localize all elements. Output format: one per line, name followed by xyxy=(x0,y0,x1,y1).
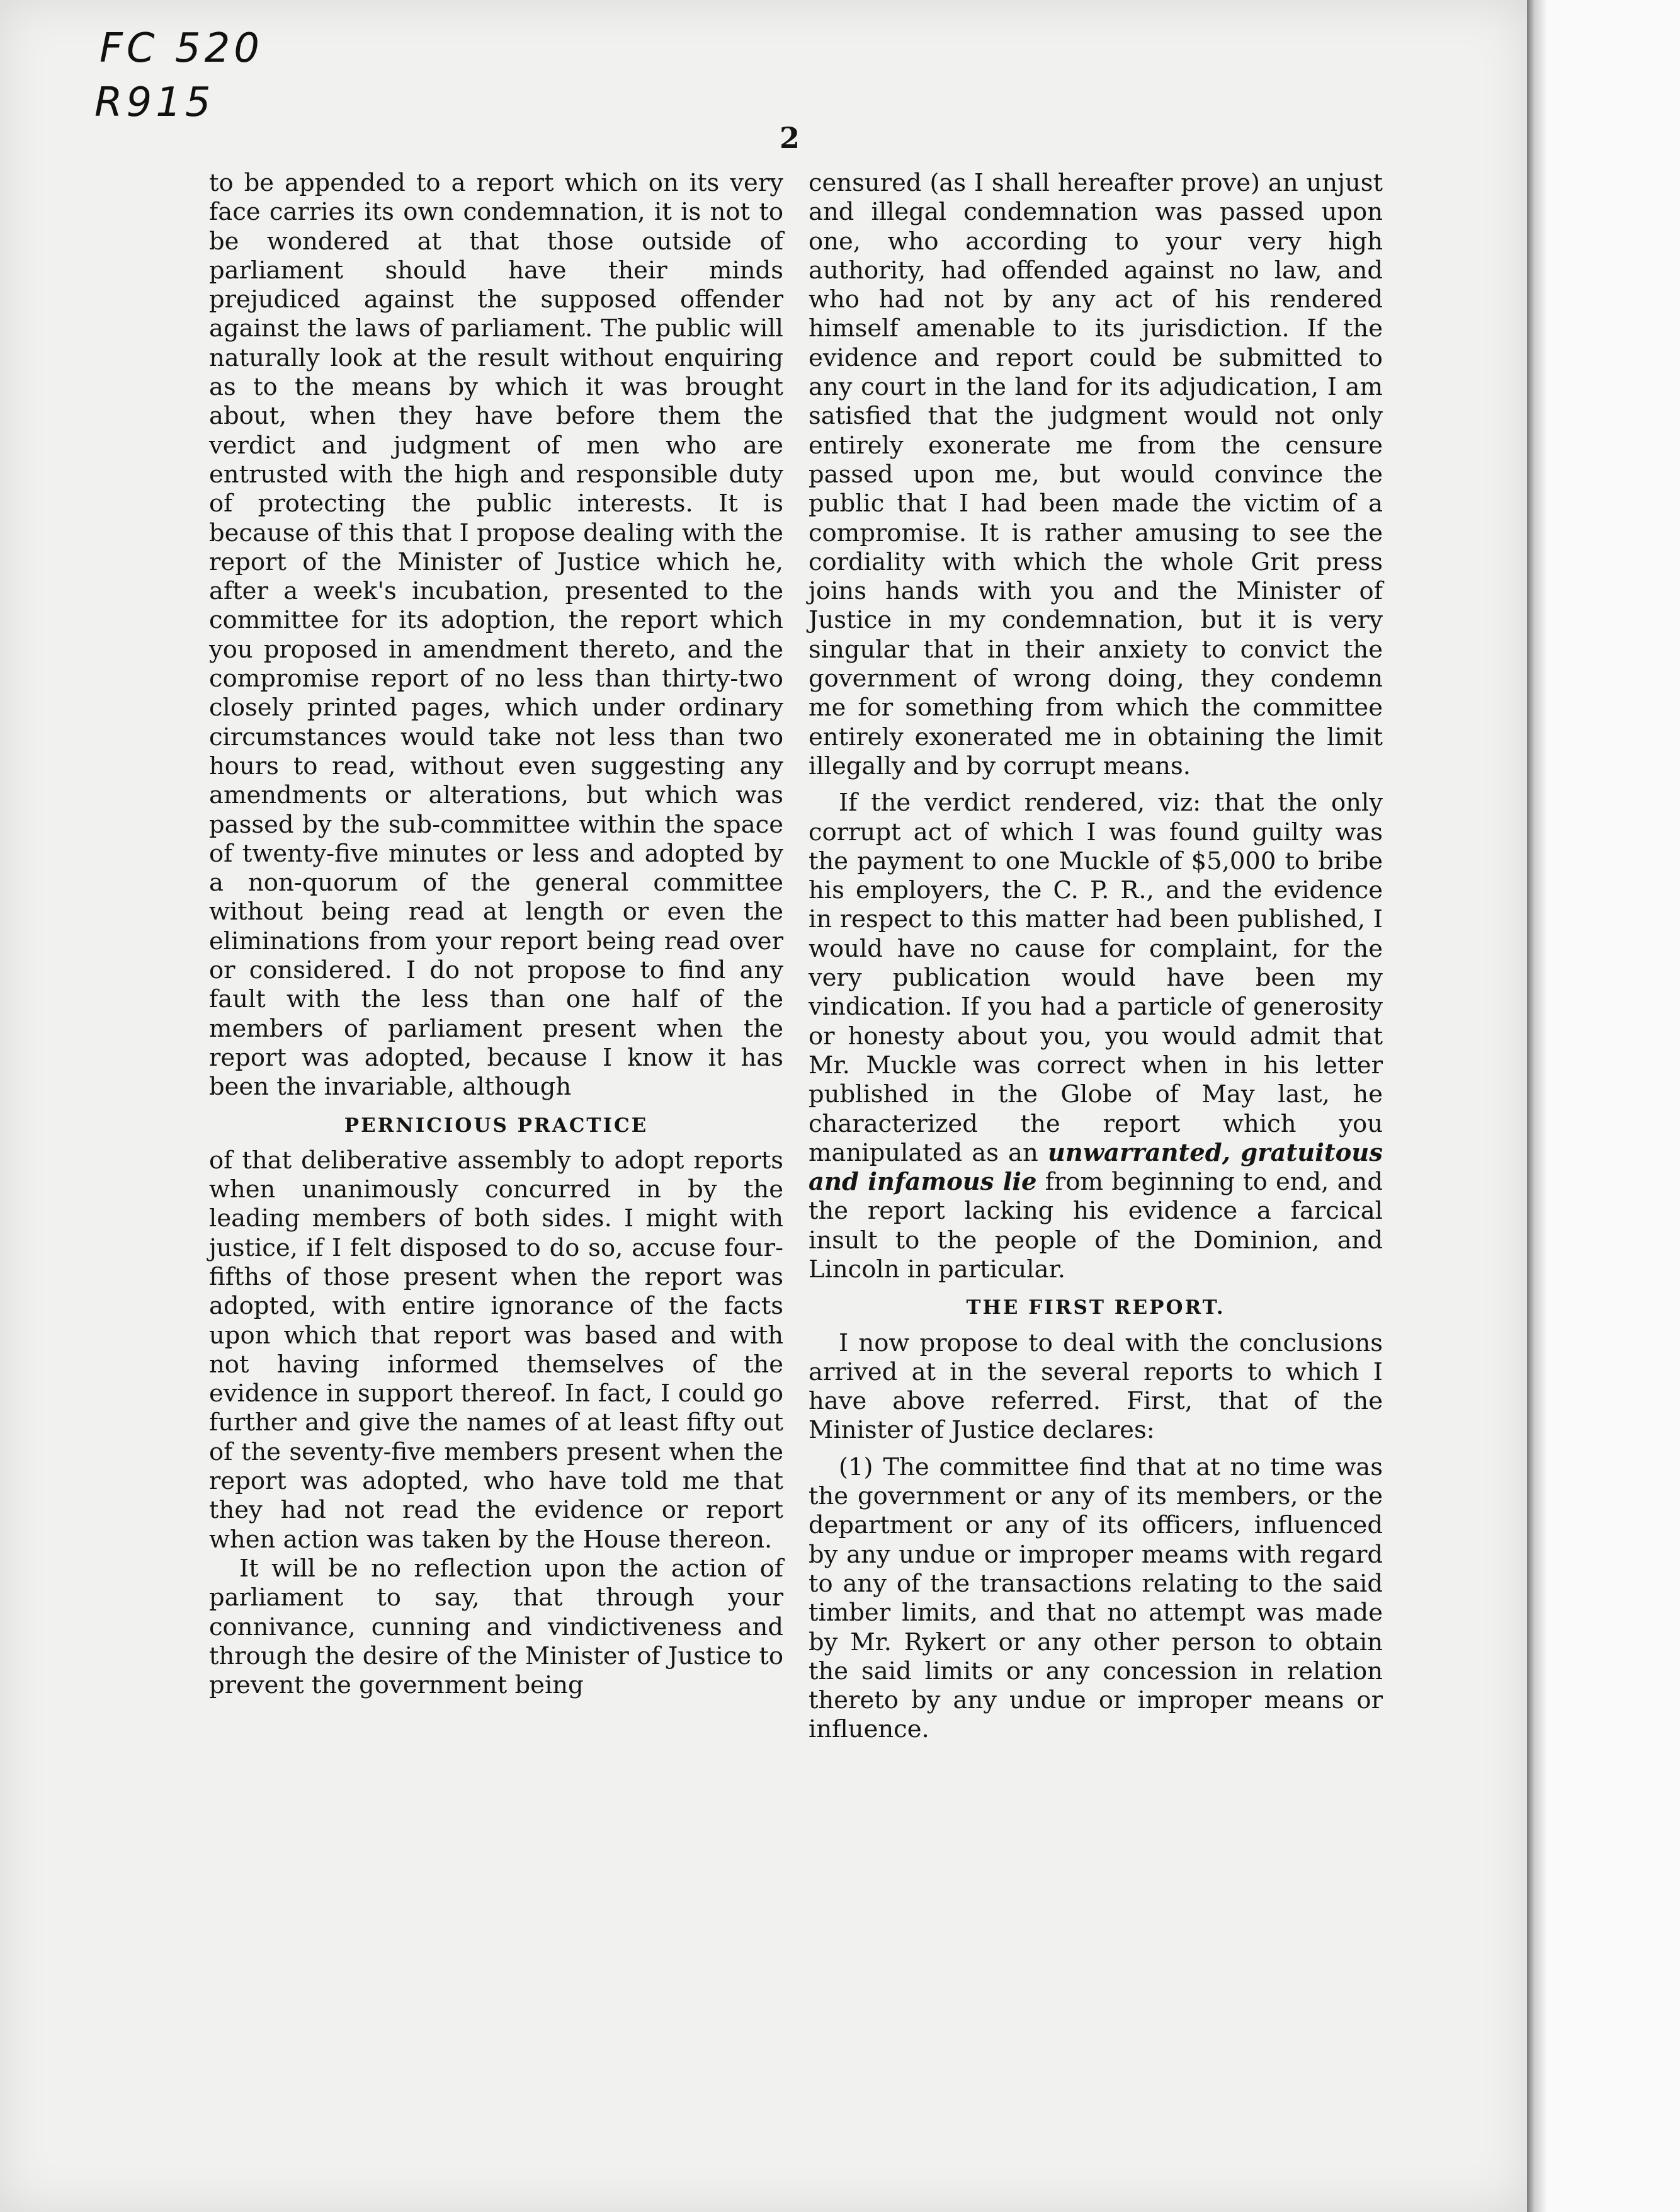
left-paragraph-1: to be appended to a report which on its very face carries its own condemnation, it is not to be wondered at that those outside of parliament should have their minds prejudiced against the supposed offender against the laws of parliament. The public will naturally look at the result without enquiring as to the means by which it was brought about, when they have before them the verdict and judgment of men who are entrusted with the high and responsible duty of protecting the public interests. It is because of this that I propose dealing with the report of the Minister of Justice which he, after a week's incubation, presented to the committee for its adoption, the report which you proposed in amendment thereto, and the compromise report of no less than thirty-two closely printed pages, which under ordinary circumstances would take not less than two hours to read, without even suggesting any amendments or alterations, but which was passed by the sub-committee within the space of twenty-five minutes or less and adopted by a non-quorum of the general committee without being read at length or even the eliminations from your report being read over or considered. I do not propose to find any fault with the less than one half of the members of parliament present when the report was adopted, because I know it has been the invariable, although xyxy=(209,169,783,1102)
right-paragraph-3: I now propose to deal with the conclusions arrived at in the several reports to which I have above referred. First, that of the Minister of Justice declares: xyxy=(809,1328,1383,1445)
right-column xyxy=(809,169,1383,1745)
right-paragraph-2 xyxy=(809,789,1383,1284)
handwritten-call-number-line2: R915 xyxy=(94,79,215,126)
adjacent-blank-page xyxy=(1546,0,1680,2212)
right-paragraph-1: censured (as I shall hereafter prove) an unjust and illegal condemnation was passed upon one, who according to your very high authority, had offended against no law, and who had not by any act of his rendered himself amenable to its jurisdiction. If the evidence and report could be submitted to any court in the land for its adjudication, I am satisfied that the judgment would not only entirely exonerate me from the censure passed upon me, but would convince the public that I had been made the victim of a compromise. It is rather amusing to see the cordiality with which the whole Grit press joins hands with you and the Minister of Justice in my condemnation, but it is very singular that in their anxiety to convict the government of wrong doing, they condemn me for something from which the committee entirely exonerated me in obtaining the limit illegally and by corrupt means. xyxy=(809,169,1383,780)
left-column xyxy=(209,169,783,1700)
right-paragraph-4: (1) The committee find that at no time was the government or any of its members, or the department or any of its officers, influenced by any undue or improper meams with regard to any of the transactions relating to the said timber limits, and that no attempt was made by Mr. Rykert or any other person to obtain the said limits or any concession in relation thereto by any undue or improper means or influence. xyxy=(809,1452,1383,1744)
left-paragraph-2: of that deliberative assembly to adopt reports when unanimously concurred in by the leading members of both sides. I might with justice, if I felt disposed to do so, accuse four-fifths of those present when the report was adopted, with entire ignorance of the facts upon which that report was based and with not having informed themselves of the evidence in support thereof. In fact, I could go further and give the names of at least fifty out of the seventy-five members present when the report was adopted, who have told me that they had not read the evidence or report when action was taken by the House thereon. xyxy=(209,1146,783,1554)
page-number: 2 xyxy=(780,121,800,155)
section-heading-first-report: THE FIRST REPORT. xyxy=(966,1296,1225,1320)
page-edge-shadow xyxy=(1527,0,1546,2212)
left-paragraph-3: It will be no reflection upon the action of parliament to say, that through your connivance, cunning and vindictiveness and through the desire of the Minister of Justice to prevent the government being xyxy=(209,1554,783,1700)
section-heading-pernicious-practice: PERNICIOUS PRACTICE xyxy=(344,1114,649,1137)
right-paragraph-2-start: If the verdict rendered, viz: that the only corrupt act of which I was found guilty was the payment to one Muckle of $5,000 to bribe his employers, the C. P. R., and the evidence in respect to this matter had been published, I would have no cause for complaint, for the very publication would have been my vindication. If you had a particle of generosity or honesty about you, you would admit that Mr. Muckle was correct when in his letter published in the Globe of May last, he characterized the report which you manipulated as an xyxy=(809,789,1383,1167)
handwritten-call-number-line1: FC 520 xyxy=(99,25,263,72)
italic-quote: unwarranted, gratuitous and infamous lie xyxy=(809,1138,1383,1197)
right-paragraph-2-end: from beginning to end, and the report lacking his evidence a farcical insult to the people of the Dominion, and Lincoln in particular. xyxy=(809,1168,1383,1284)
